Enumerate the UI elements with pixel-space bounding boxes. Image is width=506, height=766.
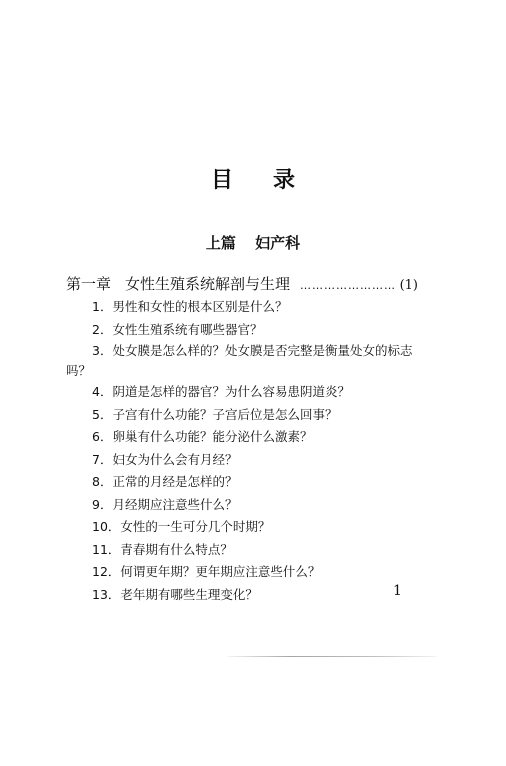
toc-item: 3．处女膜是怎么样的？处女膜是否完整是衡量处女的标志吗？	[66, 343, 413, 378]
toc-item: 11．青春期有什么特点？	[92, 541, 233, 557]
page-title: 目录	[210, 168, 335, 193]
toc-item: 2．女性生殖系统有哪些器官？	[92, 321, 263, 337]
chapter-name: 女性生殖系统解剖与生理	[125, 275, 291, 293]
page-number: 1	[393, 583, 402, 599]
toc-item: 1．男性和女性的根本区别是什么？	[92, 299, 288, 314]
toc-item: 7．妇女为什么会有月经？	[92, 451, 238, 467]
toc-item: 13．老年期有哪些生理变化？	[92, 586, 258, 602]
toc-item: 6．卵巢有什么功能？能分泌什么激素？	[92, 429, 313, 444]
chapter-page-ref: (1)	[399, 278, 418, 293]
chapter-entry	[66, 273, 418, 294]
scan-artifact-line	[228, 656, 436, 657]
chapter-number: 第一章	[66, 275, 112, 293]
toc-item: 10．女性的一生可分几个时期？	[92, 519, 271, 534]
toc-list	[0, 296, 506, 606]
toc-item: 5．子宫有什么功能？子宫后位是怎么回事？	[92, 406, 338, 422]
part-heading: 上篇 妇产科	[205, 234, 301, 252]
toc-item: 8．正常的月经是怎样的？	[92, 474, 238, 489]
toc-item: 12．何谓更年期？更年期应注意些什么？	[92, 564, 321, 579]
toc-item: 4．阴道是怎样的器官？为什么容易患阴道炎？	[92, 384, 350, 399]
leader-dots: ……………………	[300, 279, 396, 292]
toc-item: 9．月经期应注意些什么？	[92, 496, 238, 512]
